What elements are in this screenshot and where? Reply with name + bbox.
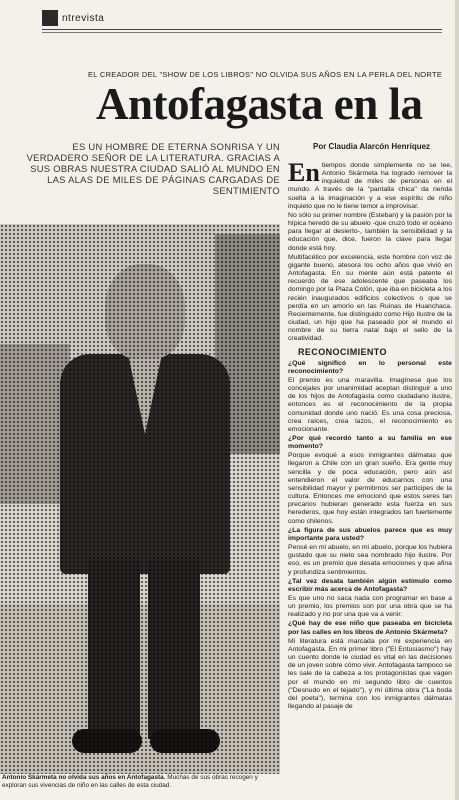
paragraph: Multifacético por excelencia, este hombre con voz de gigante bueno, atesora los ocho años que vivió en Antofagasta. En su mente aún está patente el recuerdo de ese adolescente que paseaba los domingo por la Plaza Colón, que iba en bicicleta a los recién inaugurados edificios colectivos o que se perdía en un amorío en las Ruinas de Huanchaca. Recientemente, fue distinguido como Hijo Ilustre de la ciudad, un hijo que ha paseado por el mundo el nombre de su tierra natal bajo el sello de la creatividad. [288,253,452,343]
question: ¿Qué hay de ese niño que paseaba en bicicleta por las calles en los libros de Antonio Skármeta? [288,620,452,636]
paragraph-text: tiempos donde simplemente no se lee, Antonio Skármeta ha logrado remover la inquietud de miles de personas en el mundo. A través de la "pantalla chica" da rienda suelta a la imaginación y a ese espíritu de niño inquieto que no le tiene temor a improvisar. [288,162,452,210]
article-body [288,158,452,712]
question: ¿La figura de sus abuelos parece que es muy importante para usted? [288,526,452,542]
section-tag-label: ntrevista [62,12,105,24]
deck-summary: ES UN HOMBRE DE ETERNA SONRISA Y UN VERDADERO SEÑOR DE LA LITERATURA. GRACIAS A SUS OBRAS NUESTRA CIUDAD SALIÓ AL MUNDO EN LAS ALAS DE MILES DE PÁGINAS CARGADAS DE SENTIMIENTO [26,141,280,196]
answer: Mi literatura está marcada por mi experiencia en Antofagasta. En mi primer libro ("El Entusiasmo") hay un cuento donde le ciudad es vital en las decisiones de un joven sobre cómo vivir. Antofagasta tampoco se les sale de la cabeza a los protagonistas que vagen por el mundo en mi segundo libro de cuentos ("Desnudo en el tejado"), y mi última obra ("La boda del poeta"), termina con los inmigrantes dálmatas llegando al pasaje de [288,637,452,710]
paragraph: No sólo su primer nombre (Esteban) y la pasión por la hípica heredó de su abuelo -que cruzó todo el océano para llegar al desierto-, también la sensibilidad y la educación que, dice, fueron la clave para llegar donde está hoy. [288,211,452,252]
question: ¿Qué significó en lo personal este reconocimiento? [288,359,452,375]
dropcap: En [288,158,320,187]
question: ¿Tal vez desata también algún estímulo como escribir más acerca de Antofagasta? [288,577,452,593]
section-rule-secondary [42,32,442,33]
overline: EL CREADOR DEL "SHOW DE LOS LIBROS" NO OLVIDA SUS AÑOS EN LA PERLA DEL NORTE [88,70,443,79]
halftone-overlay [0,224,280,774]
question: ¿Por qué recordó tanto a su familia en ese momento? [288,435,452,451]
photo-caption-lead: Antonio Skármeta no olvida sus años en Antofagasta. [2,774,166,781]
portrait-photo [0,224,280,774]
photo-caption-text: Muchas de sus obras recogen y exploran sus vivencias de niño en las calles de esta ciudad. [2,774,258,789]
answer: El premio es una maravilla. Imagínese que los concejales por unanimidad aceptan distinguir a uno de los hijos de Antofagasta como ciudadano ilustre, entonces es el reconocimiento de la propia comunidad donde uno nació. Es una cosa preciosa, crea raíces, crea lazos, el reconocimiento es emocionante. [288,376,452,433]
subheading: RECONOCIMIENTO [298,347,387,358]
headline: Antofagasta en la [96,79,423,129]
section-rule [42,29,442,30]
paragraph [288,158,452,211]
photo-caption [2,774,284,790]
byline: Por Claudia Alarcón Henríquez [313,142,431,151]
answer: Es que uno no saca nada con programar en base a un premio, los premios son por una obra que se ha realizado y no por una que va a venir. [288,594,452,619]
answer: Porque evoqué a esos inmigrantes dálmatas que llegaron a Chile con un gran sueño. Era gente muy sencilla y de poca educación, pero aún así entendieron el valor de educarnos con una sensibilidad mayor y permitirnos ser partícipes de la cultura. Entonces me emocionó que estos seres tan precarios hubieran generado esta fuerza en sus herederos, que hoy están integrados tan fuertemente como chilenos. [288,452,452,525]
page-edge [455,0,459,800]
section-tag [42,10,104,26]
section-square-icon [42,10,58,26]
answer: Pensé en mi abuelo, en mi abuelo, porque los hubiera gustado que su nieto sea nombrado hijo ilustre. Por eso, es un premio que desata emociones y que afina y profundiza sentimientos. [288,544,452,576]
